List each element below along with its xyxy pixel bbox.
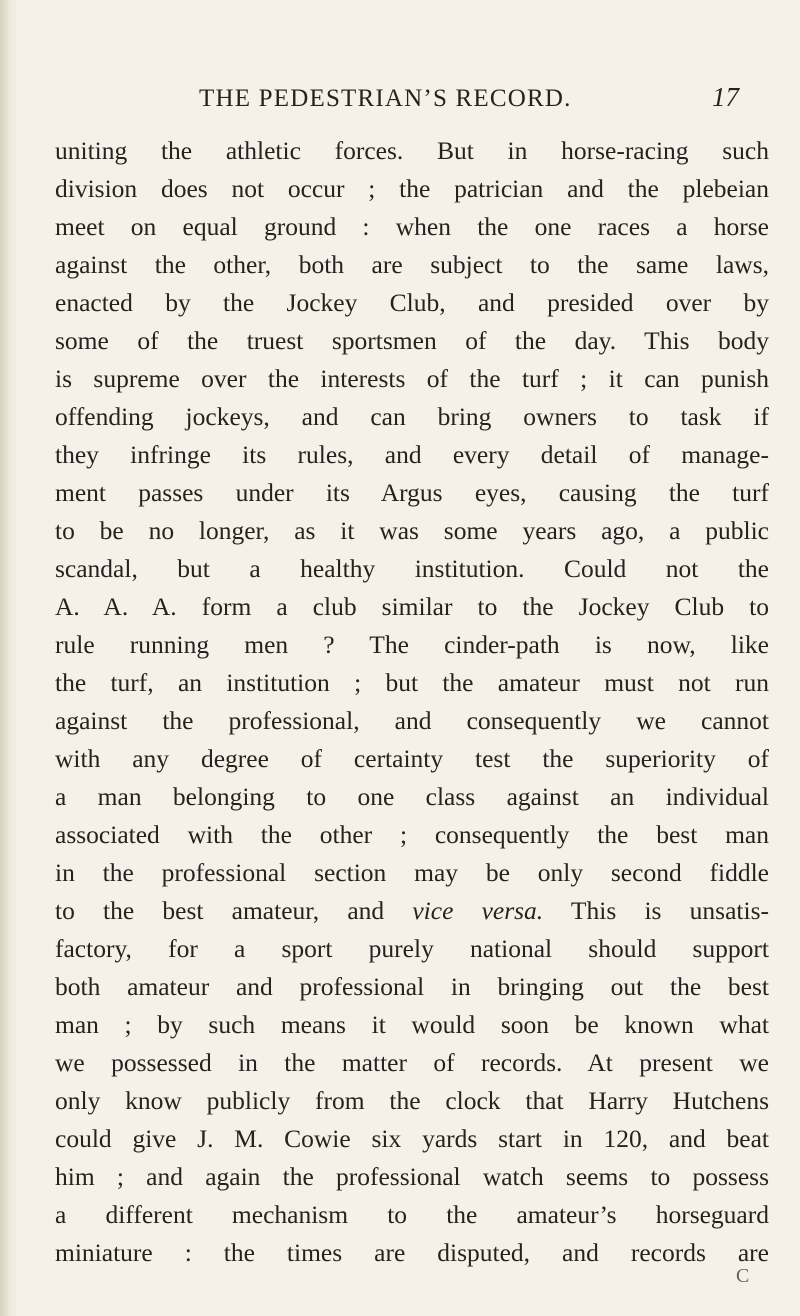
text-line: to be no longer, as it was some years ago, a public [55,516,769,545]
text-line: is supreme over the interests of the turf ; it can punish [55,364,769,393]
text-line: him ; and again the professional watch seems to possess [55,1162,769,1191]
italic-phrase: vice versa. [412,896,544,925]
text-line: some of the truest sportsmen of the day. This body [55,326,769,355]
text-line: meet on equal ground : when the one races a horse [55,212,769,241]
text-line: man ; by such means it would soon be known what [55,1010,769,1039]
text-line: against the professional, and consequently we cannot [55,706,769,735]
text-line: enacted by the Jockey Club, and presided over by [55,288,769,317]
text-line: the turf, an institution ; but the amateur must not run [55,668,769,697]
text-line: factory, for a sport purely national should support [55,934,769,963]
text-line: a different mechanism to the amateur’s horseguard [55,1200,769,1229]
text-line: only know publicly from the clock that Harry Hutchens [55,1086,769,1115]
text-line: we possessed in the matter of records. At present we [55,1048,769,1077]
text-line: uniting the athletic forces. But in horse-racing such [55,136,769,165]
text-line: in the professional section may be only second fiddle [55,858,769,887]
text-line: miniature : the times are disputed, and records are [55,1238,769,1267]
page-number: 17 [712,82,739,112]
text-line: both amateur and professional in bringing out the best [55,972,769,1001]
text-line: against the other, both are subject to the same laws, [55,250,769,279]
text-line: could give J. M. Cowie six yards start in 120, and beat [55,1124,769,1153]
page-gutter-shadow [0,0,10,1316]
text-line: with any degree of certainty test the superiority of [55,744,769,773]
signature-mark: C [736,1265,750,1287]
text-line: rule running men ? The cinder-path is now, like [55,630,769,659]
text-line: A. A. A. form a club similar to the Jockey Club to [55,592,769,621]
text-line: a man belonging to one class against an individual [55,782,769,811]
body-text [55,132,769,1272]
text-line: division does not occur ; the patrician and the plebeian [55,174,769,203]
text-line: associated with the other ; consequently the best man [55,820,769,849]
running-head: THE PEDESTRIAN’S RECORD. [199,85,572,112]
text-line: offending jockeys, and can bring owners to task if [55,402,769,431]
text-line: scandal, but a healthy institution. Could not the [55,554,769,583]
text-run: This is unsatis- [543,896,769,925]
text-line-with-italic [55,892,769,930]
text-line: they infringe its rules, and every detail of manage- [55,440,769,469]
text-line: ment passes under its Argus eyes, causing the turf [55,478,769,507]
text-run: to the best amateur, and [55,896,413,925]
